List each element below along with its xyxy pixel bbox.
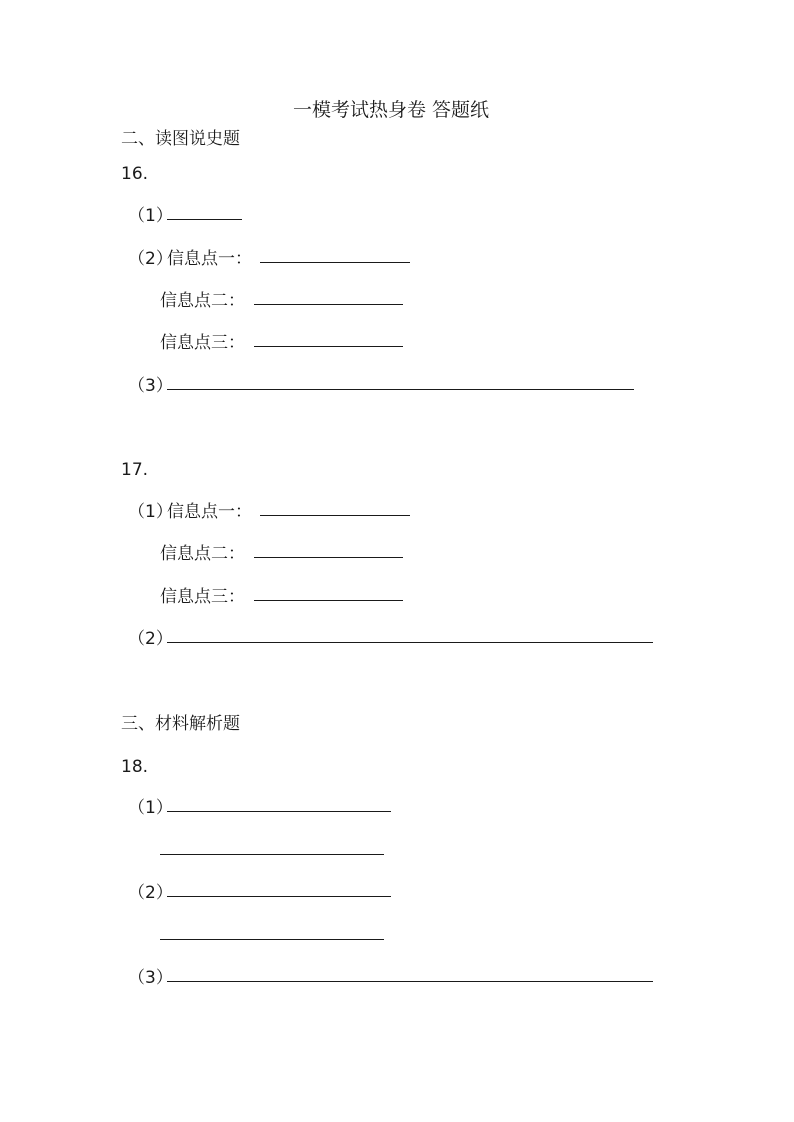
question-17-number: 17. — [121, 460, 149, 480]
q17-info-point-2-label: 信息点二： — [160, 544, 245, 564]
q17-part2-answer-line[interactable] — [167, 642, 653, 643]
q18-part2-label: （2） — [128, 883, 173, 903]
q18-part1-label: （1） — [128, 798, 173, 818]
q18-part1-answer-line-1[interactable] — [167, 811, 391, 812]
q17-info-point-2-answer-line[interactable] — [254, 557, 403, 558]
q16-info-point-1-answer-line[interactable] — [260, 262, 410, 263]
q18-part3-answer-line[interactable] — [167, 981, 653, 982]
q16-part3-label: （3） — [128, 376, 173, 396]
section-heading-reading-pictures: 二、读图说史题 — [121, 129, 240, 149]
q16-info-point-3-label: 信息点三： — [160, 333, 245, 353]
q16-part1-label: （1） — [128, 206, 173, 226]
q18-part3-label: （3） — [128, 968, 173, 988]
q17-part2-label: （2） — [128, 629, 173, 649]
question-16-number: 16. — [121, 164, 149, 184]
page-title: 一模考试热身卷 答题纸 — [293, 99, 490, 121]
q17-part1-label: （1） — [128, 502, 173, 522]
q16-info-point-2-answer-line[interactable] — [254, 304, 403, 305]
q17-info-point-3-label: 信息点三： — [160, 587, 245, 607]
q16-info-point-2-label: 信息点二： — [160, 291, 245, 311]
q16-info-point-1-label: 信息点一： — [167, 249, 252, 269]
section-heading-material-analysis: 三、材料解析题 — [121, 714, 240, 734]
q18-part2-answer-line-2[interactable] — [160, 939, 384, 940]
q17-info-point-1-answer-line[interactable] — [260, 515, 410, 516]
q16-part3-answer-line[interactable] — [167, 389, 634, 390]
q18-part1-answer-line-2[interactable] — [160, 854, 384, 855]
q16-part1-answer-line[interactable] — [167, 219, 242, 220]
q18-part2-answer-line-1[interactable] — [167, 896, 391, 897]
question-18-number: 18. — [121, 757, 149, 777]
q17-info-point-3-answer-line[interactable] — [254, 600, 403, 601]
q16-info-point-3-answer-line[interactable] — [254, 346, 403, 347]
q17-info-point-1-label: 信息点一： — [167, 502, 252, 522]
q16-part2-label: （2） — [128, 249, 173, 269]
